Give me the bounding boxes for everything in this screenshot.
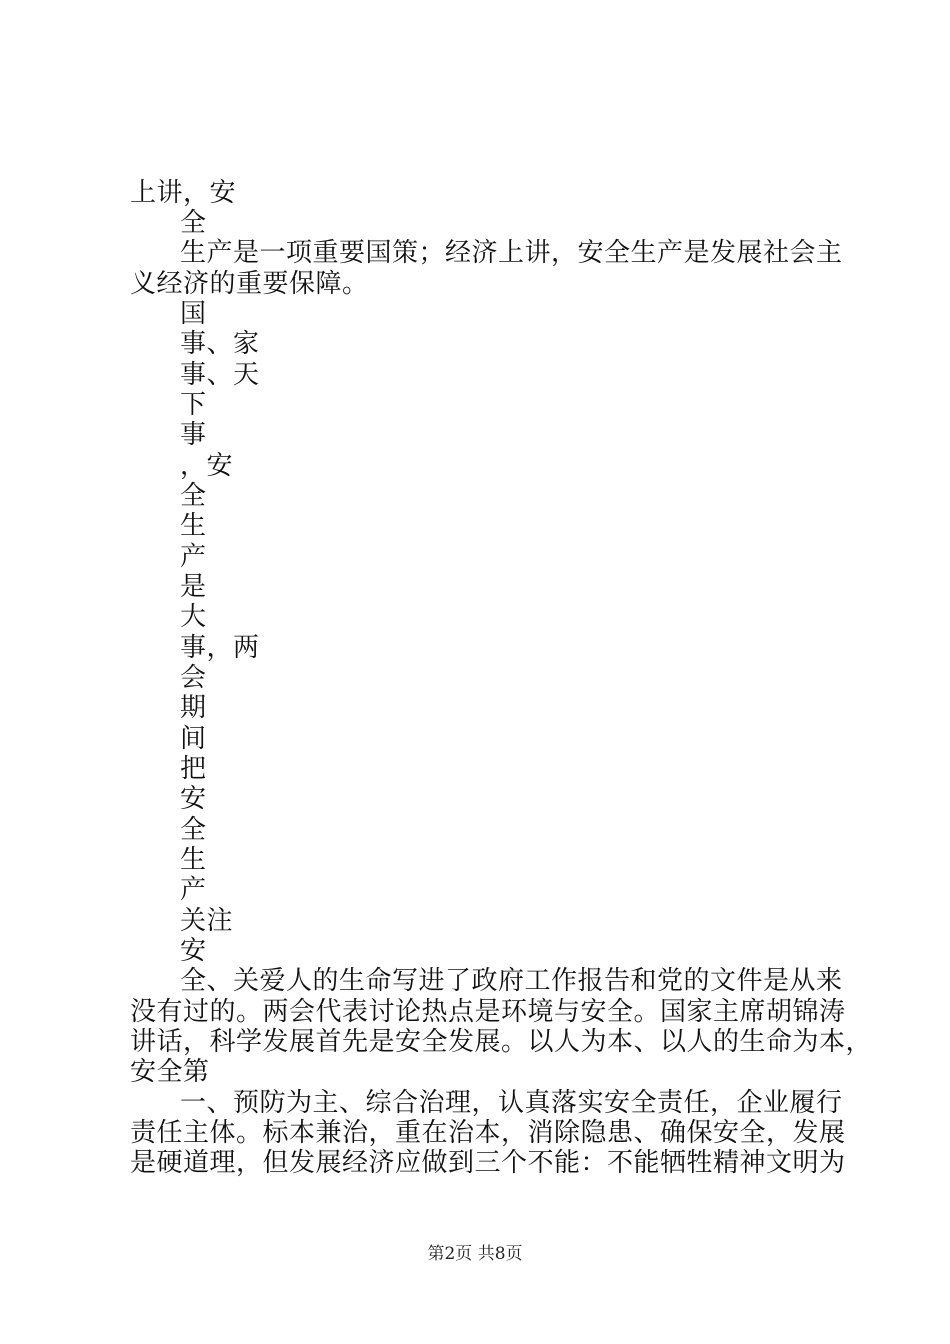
text-line: ，安	[180, 451, 234, 481]
text-line: 生产是一项重要国策；经济上讲，安全生产是发展社会主	[180, 238, 843, 268]
text-line: 上讲，安	[130, 178, 237, 208]
text-line: 关注	[180, 906, 234, 936]
text-line: 安	[180, 936, 207, 966]
text-line: 是	[180, 572, 207, 602]
text-line: 生	[180, 845, 207, 875]
text-line: 一、预防为主、综合治理，认真落实安全责任，企业履行	[180, 1088, 843, 1118]
text-line: 全	[180, 208, 207, 238]
text-line: 产	[180, 875, 207, 905]
text-line: 下	[180, 390, 207, 420]
text-line: 没有过的。两会代表讨论热点是环境与安全。国家主席胡锦涛	[130, 997, 846, 1027]
text-line: 生	[180, 511, 207, 541]
text-line: 事、家	[180, 329, 260, 359]
text-line: 全	[180, 815, 207, 845]
text-line: 全	[180, 481, 207, 511]
text-line: 间	[180, 724, 207, 754]
text-line: 全、关爱人的生命写进了政府工作报告和党的文件是从来	[180, 966, 843, 996]
text-line: 产	[180, 542, 207, 572]
text-line: 事	[180, 420, 207, 450]
text-line: 义经济的重要保障。	[130, 269, 369, 299]
text-line: 安	[180, 784, 207, 814]
text-line: 事、天	[180, 360, 260, 390]
text-line: 责任主体。标本兼治，重在治本，消除隐患、确保安全，发展	[130, 1118, 846, 1148]
page-number-footer: 第2页 共8页	[427, 1244, 523, 1264]
text-line: 安全第	[130, 1057, 210, 1087]
text-line: 事，两	[180, 633, 260, 663]
text-line: 会	[180, 663, 207, 693]
text-line: 大	[180, 602, 207, 632]
text-line: 是硬道理，但发展经济应做到三个不能：不能牺牲精神文明为	[130, 1148, 846, 1178]
text-line: 国	[180, 299, 207, 329]
text-line: 讲话，科学发展首先是安全发展。以人为本、以人的生命为本，	[130, 1027, 873, 1057]
text-line: 期	[180, 693, 207, 723]
text-line: 把	[180, 754, 207, 784]
